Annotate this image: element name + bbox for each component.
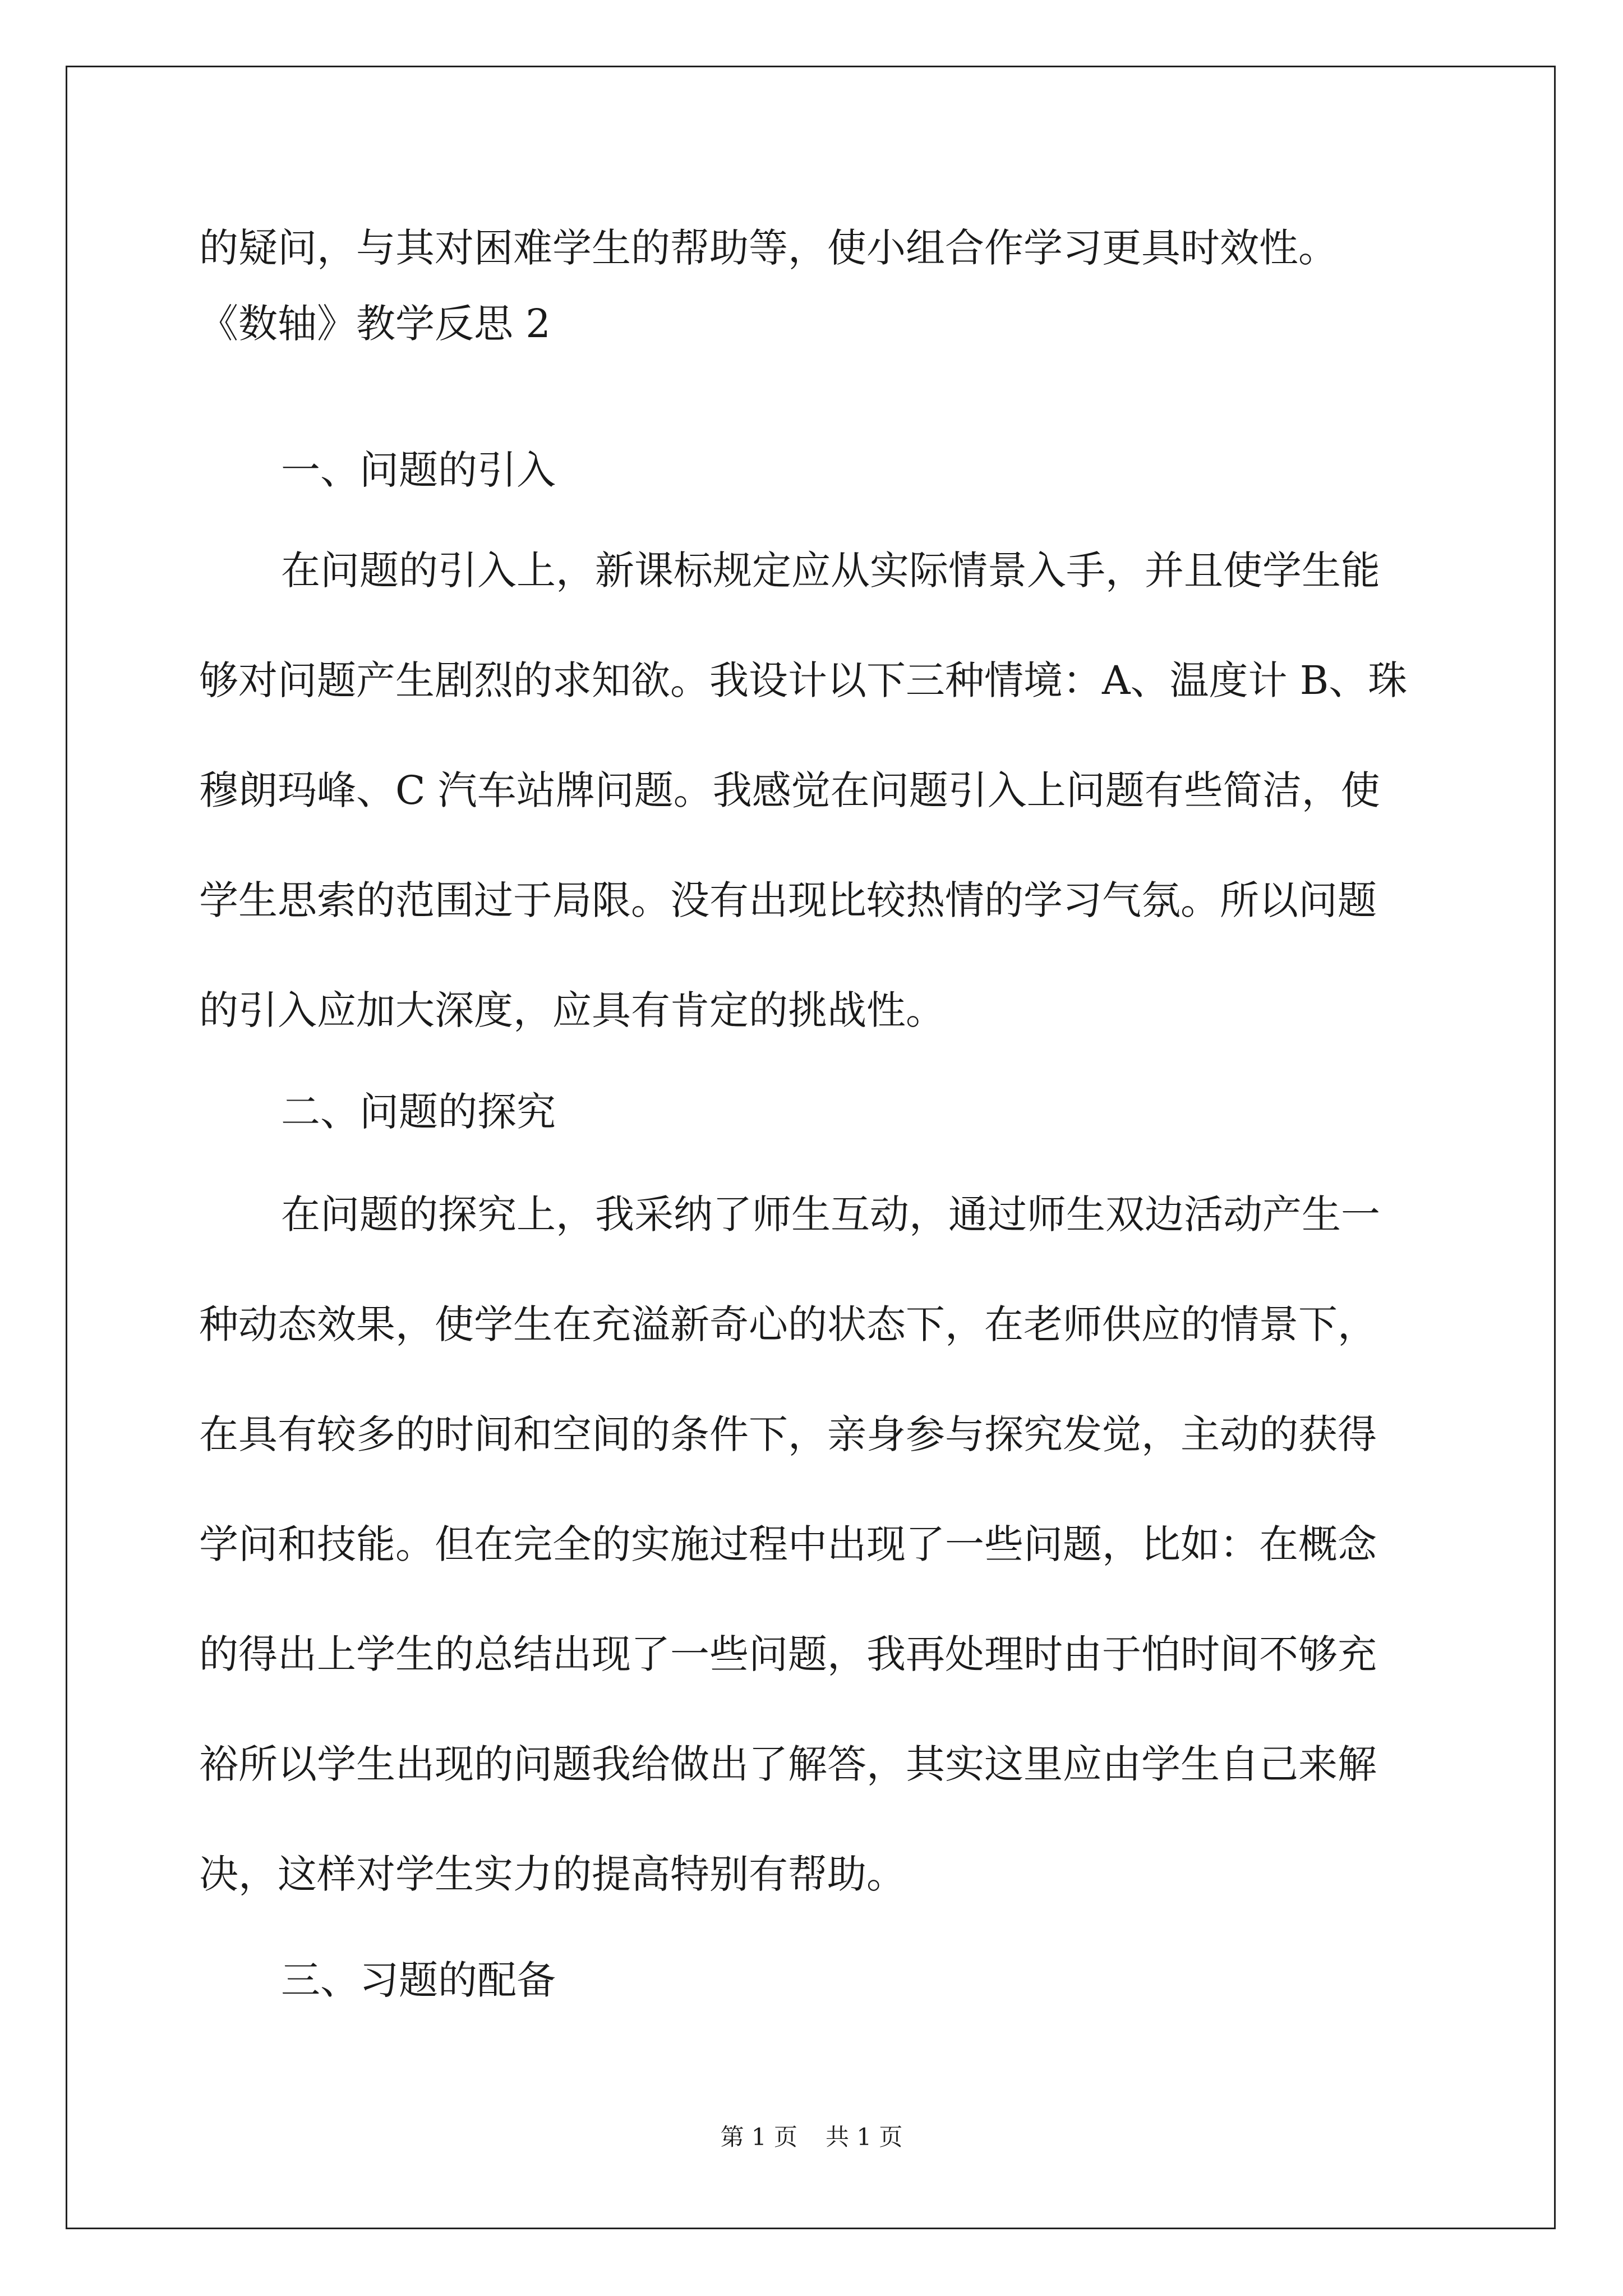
paragraph-line: 够对问题产生剧烈的求知欲。我设计以下三种情境：A、温度计 B、珠 <box>199 657 1408 703</box>
page-footer <box>0 2120 1623 2154</box>
paragraph-line: 种动态效果，使学生在充溢新奇心的状态下，在老师供应的情景下， <box>199 1301 1377 1347</box>
paragraph-line: 的引入应加大深度，应具有肯定的挑战性。 <box>199 987 945 1033</box>
paragraph-line: 学生思索的范围过于局限。没有出现比较热情的学习气氛。所以问题 <box>199 877 1377 923</box>
page-number: 第 1 页 <box>720 2123 797 2151</box>
paragraph-line: 的得出上学生的总结出现了一些问题，我再处理时由于怕时间不够充 <box>199 1631 1377 1677</box>
paragraph-line: 的疑问，与其对困难学生的帮助等，使小组合作学习更具时效性。 <box>199 225 1338 271</box>
heading-1: 一、问题的引入 <box>281 447 556 493</box>
paragraph-line: 在问题的探究上，我采纳了师生互动，通过师生双边活动产生一 <box>281 1191 1380 1237</box>
heading-3: 三、习题的配备 <box>281 1957 556 2003</box>
section-title: 《数轴》教学反思 2 <box>199 301 551 347</box>
paragraph-line: 在具有较多的时间和空间的条件下，亲身参与探究发觉，主动的获得 <box>199 1411 1377 1457</box>
paragraph-line: 在问题的引入上，新课标规定应从实际情景入手，并且使学生能 <box>281 547 1380 593</box>
paragraph-line: 裕所以学生出现的问题我给做出了解答，其实这里应由学生自己来解 <box>199 1741 1377 1787</box>
heading-2: 二、问题的探究 <box>281 1089 556 1135</box>
paragraph-line: 决，这样对学生实力的提高特别有帮助。 <box>199 1851 906 1897</box>
page-border <box>66 66 1556 2229</box>
paragraph-line: 穆朗玛峰、C 汽车站牌问题。我感觉在问题引入上问题有些简洁，使 <box>199 767 1380 813</box>
page-total: 共 1 页 <box>826 2123 903 2151</box>
paragraph-line: 学问和技能。但在完全的实施过程中出现了一些问题，比如：在概念 <box>199 1521 1377 1567</box>
